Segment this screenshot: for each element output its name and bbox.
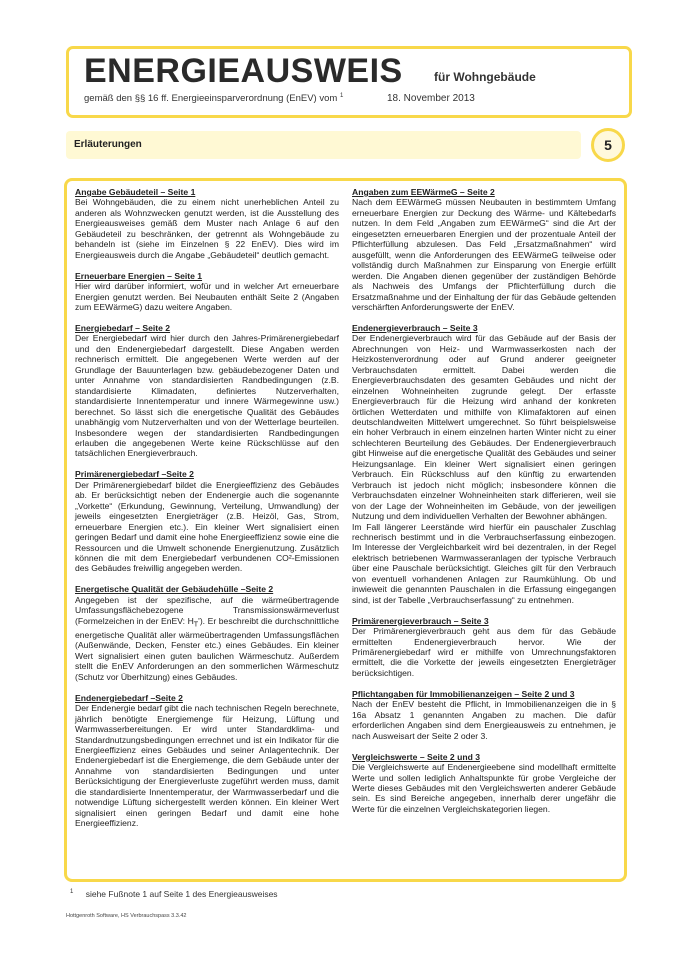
entry-heading: Erneuerbare Energien – Seite 1 (75, 270, 203, 281)
entry-paragraph: Nach der EnEV besteht die Pflicht, in Immobilienanzeigen die in § 16a Absatz 1 genannten Angaben zu machen. Die dafür erforderlichen Angaben sind dem Energieausweis zu entnehmen, je nach Ausweisart der Seite 2 oder 3. (352, 699, 616, 741)
footnote (70, 889, 278, 899)
left-column (75, 187, 339, 839)
entry-heading: Vergleichswerte – Seite 2 und 3 (352, 751, 481, 762)
entry-heading: Pflichtangaben für Immobilienanzeigen – Seite 2 und 3 (352, 688, 575, 699)
entry-paragraph: Der Endenergieverbrauch wird für das Gebäude auf der Basis der Abrechnungen von Heiz- und Warmwasserkosten nach der Heizkostenverordnung oder auf Grund anderer geeigneter Verbrauchsdaten ermittelt. Dabei werden die Energieverbrauchsdaten des gesamten Gebäudes und nicht der einzelnen Wohneinheiten zugrunde gelegt. Der erfasste Energieverbrauch für die Heizung wird anhand der konkreten örtlichen Wetterdaten und mithilfe von Klimafaktoren auf einen deutschlandweiten Mittelwert umgerechnet. So führt beispielsweise ein hoher Verbrauch in einem einzelnen harten Winter nicht zu einer schlechteren Beurteilung des Gebäudes. Der Endenergieverbrauch gibt Hinweise auf die energetische Qualität des Gebäudes und seiner Heizungsanlage. Ein kleiner Wert signalisiert einen geringen Verbrauch. Ein Rückschluss auf den künftig zu erwartenden Verbrauch ist jedoch nicht möglich; insbesondere können die Verbrauchsdaten einzelner Wohneinheiten stark differieren, weil sie von der Lage der Wohneinheiten im Gebäude, von der jeweiligen Nutzung und dem individuellen Verhalten der Bewohner abhängen. (352, 333, 616, 522)
explanation-entry (352, 323, 616, 605)
footnote-marker: 1 (70, 889, 74, 896)
entry-heading: Energetische Qualität der Gebäudehülle –Seite 2 (75, 584, 274, 595)
entry-paragraph: Der Endenergie bedarf gibt die nach technischen Regeln berechnete, jährlich benötigte Energiemenge für Heizung, Lüftung und Warmwasserbereitungen. Er wird unter Standardklima- und Standardnutzungsbedingungen errechnet und ist ein Indikator für die Energieeffizienz eines Gebäudes und seiner Anlagentechnik. Der Endenergiebedarf ist die Energiemenge, die dem Gebäude unter der Annahme von standardisierten Bedingungen und unter Berücksichtigung der Energieverluste zugeführt werden muss, damit die standardisierte Innentemperatur, der Warmwasserbedarf und die notwendige Lüftung sichergestellt werden können. Ein kleiner Wert signalisiert einen geringen Bedarf und damit eine hohe Energieeffizienz. (75, 703, 339, 829)
section-bar (66, 131, 581, 159)
explanations-box (64, 178, 627, 882)
entry-heading: Endenergieverbrauch – Seite 3 (352, 322, 478, 333)
entry-paragraph: Die Vergleichswerte auf Endenergieebene sind modellhaft ermittelte Werte und sollen lediglich Anhaltspunkte für grobe Vergleiche der Werte dieses Gebäudes mit den Vergleichswerten anderer Gebäude sein. Es sind Bereiche angegeben, innerhalb derer ungefähr die Werte für die einzelnen Vergleichskategorien liegen. (352, 762, 616, 814)
explanation-entry (75, 187, 339, 260)
entry-heading: Primärenergieverbrauch – Seite 3 (352, 615, 489, 626)
explanation-entry (75, 469, 339, 574)
entry-paragraph: Im Fall längerer Leerstände wird hierfür ein pauschaler Zuschlag rechnerisch bestimmt und in die Verbrauchserfassung einbezogen. Im Interesse der Vergleichbarkeit wird bei dezentralen, in der Regel elektrisch betriebenen Warmwasseranlagen der typische Verbrauch über eine Pauschale berücksichtigt. Gleiches gilt für den Verbrauch von eventuell vorhandenen Anlagen zur Raumkühlung. Ob und inwieweit die genannten Pauschalen in die Erfassung eingegangen sind, ist der Tabelle „Verbrauchserfassung“ zu entnehmen. (352, 521, 616, 605)
page-number-badge: 5 (591, 128, 625, 162)
section-label: Erläuterungen (74, 139, 142, 150)
document-title: ENERGIEAUSWEIS (84, 52, 403, 90)
entry-paragraph: Der Primärenergieverbrauch geht aus dem für das Gebäude ermittelten Endenergieverbrauch hervor. Wie der Primärenergiebedarf wird er mithilfe von Umrechnungsfaktoren ermittelt, die die Vorkette der jeweils eingesetzten Energieträger berücksichtigen. (352, 626, 616, 678)
regulation-text: gemäß den §§ 16 ff. Energieeinsparverordnung (EnEV) vom (84, 93, 338, 105)
entry-heading: Angabe Gebäudeteil – Seite 1 (75, 187, 196, 197)
entry-heading: Energiebedarf – Seite 2 (75, 322, 171, 333)
entry-paragraph: Der Energiebedarf wird hier durch den Jahres-Primärenergiebedarf und den Endenergiebedarf dargestellt. Diese Angaben werden rechnerisch ermittelt. Die angegebenen Werte werden auf der Grundlage der Bauunterlagen bzw. gebäudebezogener Daten und unter Annahme von standardisierten Randbedingungen (z.B. standardisierte Klimadaten, definiertes Nutzerverhalten, standardisierte Innentemperatur und innere Wärmegewinne usw.) berechnet. So lässt sich die energetische Qualität des Gebäudes unabhängig vom Nutzerverhalten und von der Wetterlage beurteilen. Insbesondere wegen der standardisierten Randbedingungen erlauben die angegebenen Werte keine Rückschlüsse auf den tatsächlichen Energieverbrauch. (75, 333, 339, 459)
explanation-entry (352, 187, 616, 312)
document-header (66, 46, 632, 118)
explanation-entry (352, 616, 616, 679)
entry-paragraph: Nach dem EEWärmeG müssen Neubauten in bestimmtem Umfang erneuerbare Energien zur Deckung des Wärme- und Kältebedarfs nutzen. In dem Feld „Angaben zum EEWärmeG“ sind die Art der eingesetzten erneuerbaren Energien und der prozentuale Anteil der Pflichterfüllung abzulesen. Das Feld „Ersatzmaßnahmen“ wird ausgefüllt, wenn die Anforderungen des EEWärmeG teilweise oder vollständig durch Maßnahmen zur Einsparung von Energie erfüllt werden. Die Angaben dienen gegenüber der zuständigen Behörde als Nachweis des Umfangs der Pflichterfüllung durch die Ersatzmaßnahme und der Einhaltung der für das Gebäude geltenden verschärften Anforderungswerte der EnEV. (352, 197, 616, 312)
software-credit: Hottgenroth Software, HS Verbrauchspass 3.3.42 (66, 913, 187, 919)
entry-heading: Endenergiebedarf –Seite 2 (75, 692, 183, 703)
explanation-entry (352, 689, 616, 741)
explanation-entry (75, 323, 339, 459)
document-subtitle: für Wohngebäude (434, 70, 536, 84)
entry-paragraph: Hier wird darüber informiert, wofür und in welcher Art erneuerbare Energien genutzt werden. Bei Neubauten enthält Seite 2 (Angaben zum EEWärmeG) dazu weitere Angaben. (75, 281, 339, 313)
entry-paragraph: Der Primärenergiebedarf bildet die Energieeffizienz des Gebäudes ab. Er berücksichtigt neben der Endenergie auch die sogenannte „Vorkette“ (Erkundung, Gewinnung, Verteilung, Umwandlung) der jeweils eingesetzten Energieträger (z.B. Heizöl, Gas, Strom, erneuerbare Energien etc.). Ein kleiner Wert signalisiert einen geringen Bedarf und damit eine hohe Energieeffizienz sowie eine die Ressourcen und die Umwelt schonende Energienutzung. Zusätzlich können die mit dem Energiebedarf verbundenen CO²-Emissionen des Gebäudes freiwillig angegeben werden. (75, 479, 339, 574)
entry-paragraph: Bei Wohngebäuden, die zu einem nicht unerheblichen Anteil zu anderen als Wohnzwecken genutzt werden, ist die Ausstellung des Energieausweises gemäß dem Muster nach Anlage 6 auf den Gebäudeteil zu beschränken, der getrennt als Wohngebäude zu behandeln ist (siehe im Einzelnen § 22 EnEV). Dies wird im Energieausweis durch die Angabe „Gebäudeteil“ deutlich gemacht. (75, 197, 339, 260)
regulation-date: 18. November 2013 (387, 93, 475, 104)
footnote-text: siehe Fußnote 1 auf Seite 1 des Energieausweises (85, 889, 278, 899)
explanation-entry (75, 584, 339, 682)
explanation-entry (352, 752, 616, 815)
entry-heading: Angaben zum EEWärmeG – Seite 2 (352, 187, 495, 197)
entry-paragraph: Angegeben ist der spezifische, auf die wärmeübertragende Umfassungsflächebezogene Transmissionswärmeverlust (Formelzeichen in der EnEV: $H_T'$). Er beschreibt die durchschnittliche energetische Qualität aller wärmeübertragenden Umfassungsflächen (Außenwände, Decken, Fenster etc.) eines Gebäudes. Ein kleiner Wert signalisiert einen guten baulichen Wärmeschutz. Außerdem stellt die EnEV Anforderungen an den sommerlichen Wärmeschutz (Schutz vor Überhitzung) eines Gebäudes. (75, 594, 339, 682)
regulation-line (84, 93, 343, 104)
explanation-entry (75, 693, 339, 829)
explanation-entry (75, 271, 339, 313)
entry-heading: Primärenergiebedarf –Seite 2 (75, 469, 194, 480)
footnote-marker: 1 (339, 93, 344, 99)
right-column (352, 187, 616, 825)
